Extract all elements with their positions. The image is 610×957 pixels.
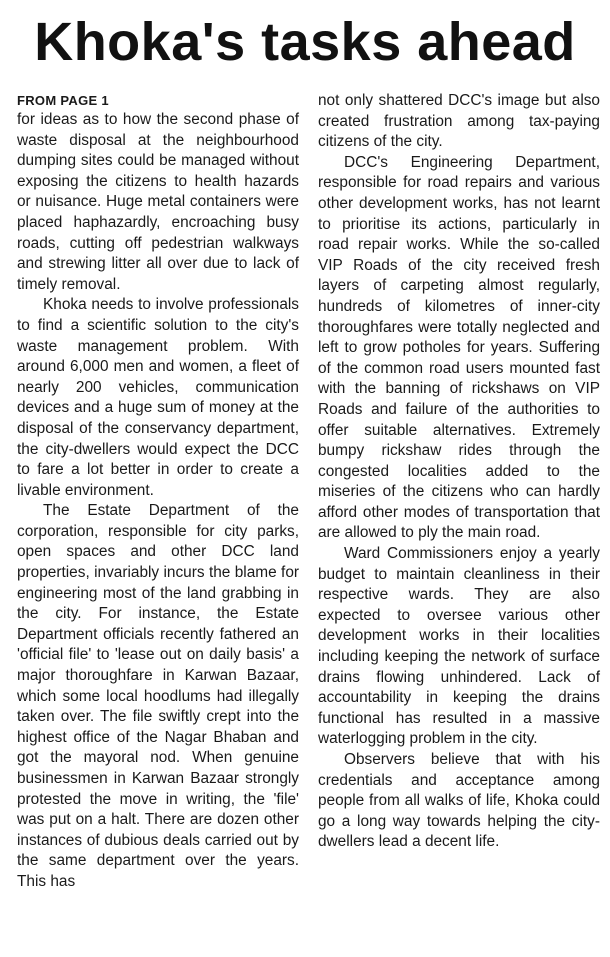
paragraph: Observers believe that with his credentials and acceptance among people from all walks of life, Khoka could go a long way towards helping the city-dwellers lead a decent life. bbox=[318, 751, 600, 851]
paragraph: for ideas as to how the second phase of waste disposal at the neighbourhood dumping sites could be managed without exposing the citizens to health hazards or nuisance. Huge metal containers were placed haphazardly, encroaching busy roads, cutting off pedestrian walkways and strewing litter all over due to lack of timely removal. bbox=[17, 111, 299, 293]
paragraph: DCC's Engineering Department, responsible for road repairs and various other development works, has not learnt to prioritise its actions, particularly in road repair works. While the so-called VIP Roads of the city received fresh layers of carpeting almost regularly, hundreds of kilometres of inner-city thoroughfares were totally neglected and left to grow potholes for years. Suffering of the common road users mounted fast with the banning of rickshaws on VIP Roads and failure of the authorities to offer suitable alternatives. Extremely bumpy rickshaw rides through the congested localities added to the miseries of the citizens who can hardly afford other modes of transportation that are allowed to ply the main road. bbox=[318, 153, 600, 542]
paragraph: not only shattered DCC's image but also created frustration among tax-paying citizens of the city. bbox=[318, 92, 600, 151]
paragraph: Ward Commissioners enjoy a yearly budget to maintain cleanliness in their respective wards. They are also expected to oversee various other development works in their localities including keeping the network of surface drains flowing unhindered. Lack of accountability in keeping the drains functional has resulted in a massive waterlogging problem in the city. bbox=[318, 545, 600, 748]
headline: Khoka's tasks ahead bbox=[34, 12, 576, 72]
paragraph: Khoka needs to involve professionals to find a scientific solution to the city's waste management problem. With around 6,000 men and women, a fleet of nearly 200 vehicles, communication devices and a huge sum of money at the disposal of the conservancy department, the city-dwellers would expect the DCC to fare a lot better in order to create a livable environment. bbox=[17, 296, 299, 499]
paragraph: The Estate Department of the corporation, responsible for city parks, open spaces and other DCC land properties, invariably incurs the blame for engineering most of the land grabbing in the city. For instance, the Estate Department officials recently fathered an 'official file' to 'lease out on daily basis' a major thoroughfare in Karwan Bazaar, which some local hoodlums had illegally taken over. The file swiftly crept into the highest office of the Nagar Bhaban and got the mayoral nod. When genuine businessmen in Karwan Bazaar strongly protested the move in writing, the 'file' was put on a halt. There are dozen other instances of dubious deals carried out by the same department over the years. This has bbox=[17, 502, 299, 890]
left-column bbox=[17, 93, 299, 893]
right-column bbox=[318, 91, 600, 853]
dateline: FROM PAGE 1 bbox=[17, 93, 109, 108]
